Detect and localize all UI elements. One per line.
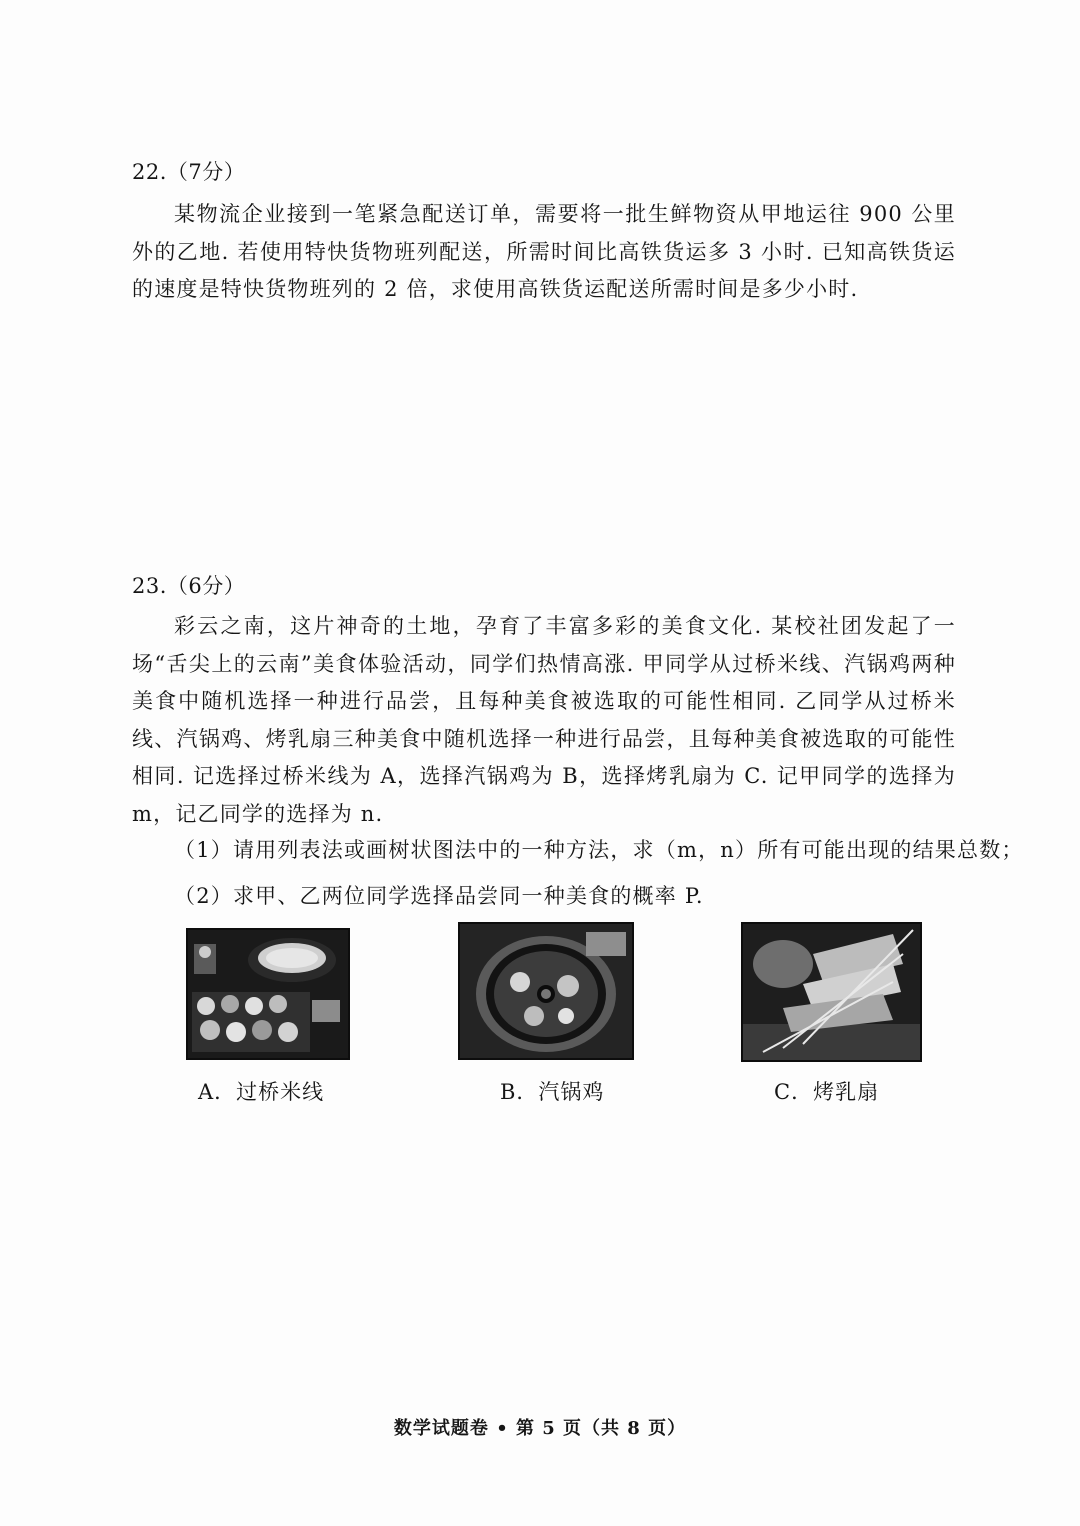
figure-b-steam-pot-chicken xyxy=(458,922,634,1060)
figure-a-caption: A．过桥米线 xyxy=(198,1080,325,1104)
q23-part2: （2）求甲、乙两位同学选择品尝同一种美食的概率 P. xyxy=(174,884,704,908)
q23-part1: （1）请用列表法或画树状图法中的一种方法，求（m，n）所有可能出现的结果总数； xyxy=(174,838,1024,862)
q23-text: 彩云之南，这片神奇的土地，孕育了丰富多彩的美食文化. 某校社团发起了一场“舌尖上的云南”美食体验活动，同学们热情高涨. 甲同学从过桥米线、汽锅鸡两种美食中随机选择一种进行品尝，且每种美食被选取的可能性相同. 乙同学从过桥米线、汽锅鸡、烤乳扇三种美食中随机选择一种进行品尝，且每种美食被选取的可能性相同. 记选择过桥米线为 A，选择汽锅鸡为 B，选择烤乳扇为 C. 记甲同学的选择为 m，记乙同学的选择为 n. xyxy=(132,614,956,826)
figure-c-caption: C．烤乳扇 xyxy=(774,1080,880,1104)
grilled-milk-fan-photo-image xyxy=(743,924,920,1060)
q23-header: 23.（6分） xyxy=(132,574,246,598)
figure-a-crossing-bridge-noodles xyxy=(186,928,350,1060)
figure-c-grilled-milk-fan xyxy=(741,922,922,1062)
noodle-photo-image xyxy=(188,930,348,1058)
steam-pot-chicken-photo-image xyxy=(460,924,632,1058)
q22-header: 22.（7分） xyxy=(132,160,246,184)
q22-text: 某物流企业接到一笔紧急配送订单，需要将一批生鲜物资从甲地运往 900 公里外的乙地. 若使用特快货物班列配送，所需时间比高铁货运多 3 小时. 已知高铁货运的速度是特快货物班列的 2 倍，求使用高铁货运配送所需时间是多少小时. xyxy=(132,202,956,301)
figure-b-caption: B．汽锅鸡 xyxy=(500,1080,605,1104)
page-footer: 数学试题卷 • 第 5 页（共 8 页） xyxy=(393,1418,687,1439)
